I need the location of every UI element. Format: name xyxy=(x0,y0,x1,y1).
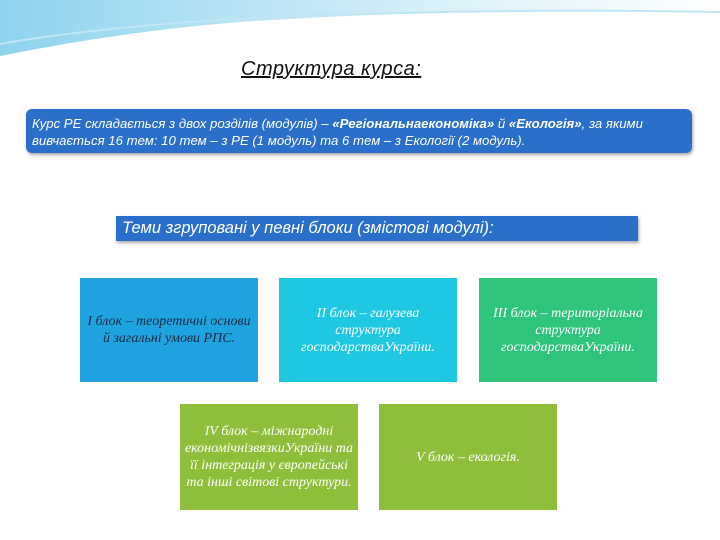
intro-text: й xyxy=(494,116,509,131)
module-regional-economy: «Регіональнаекономіка» xyxy=(332,116,495,131)
page-title: Структура курса: xyxy=(241,58,422,80)
block-2: ІІ блок – галузева структура господарстваУкраїни. xyxy=(279,278,457,382)
block-3: ІІІ блок – територіальна структура господарстваУкраїни. xyxy=(479,278,657,382)
block-1: І блок – теоретичні основи й загальні умови РПС. xyxy=(80,278,258,382)
intro-text: Курс РЕ складається з двох розділів (модулів) – xyxy=(32,116,333,131)
block-4: ІV блок – міжнародні економічнізвязкиУкраїни та її інтеграція у європейські та інші світові структури. xyxy=(180,404,358,510)
intro-text: , за якими вивчається 16 тем: 10 тем – з РЕ (1 модуль) та 6 тем – з Екології (2 модуль). xyxy=(32,116,643,148)
block-5: V блок – екологія. xyxy=(379,404,557,510)
groups-heading: Теми згруповані у певні блоки (змістові модулі): xyxy=(116,216,638,241)
module-ecology: «Екологія» xyxy=(508,116,582,131)
decorative-wave xyxy=(0,0,720,60)
course-info-box xyxy=(26,109,692,153)
